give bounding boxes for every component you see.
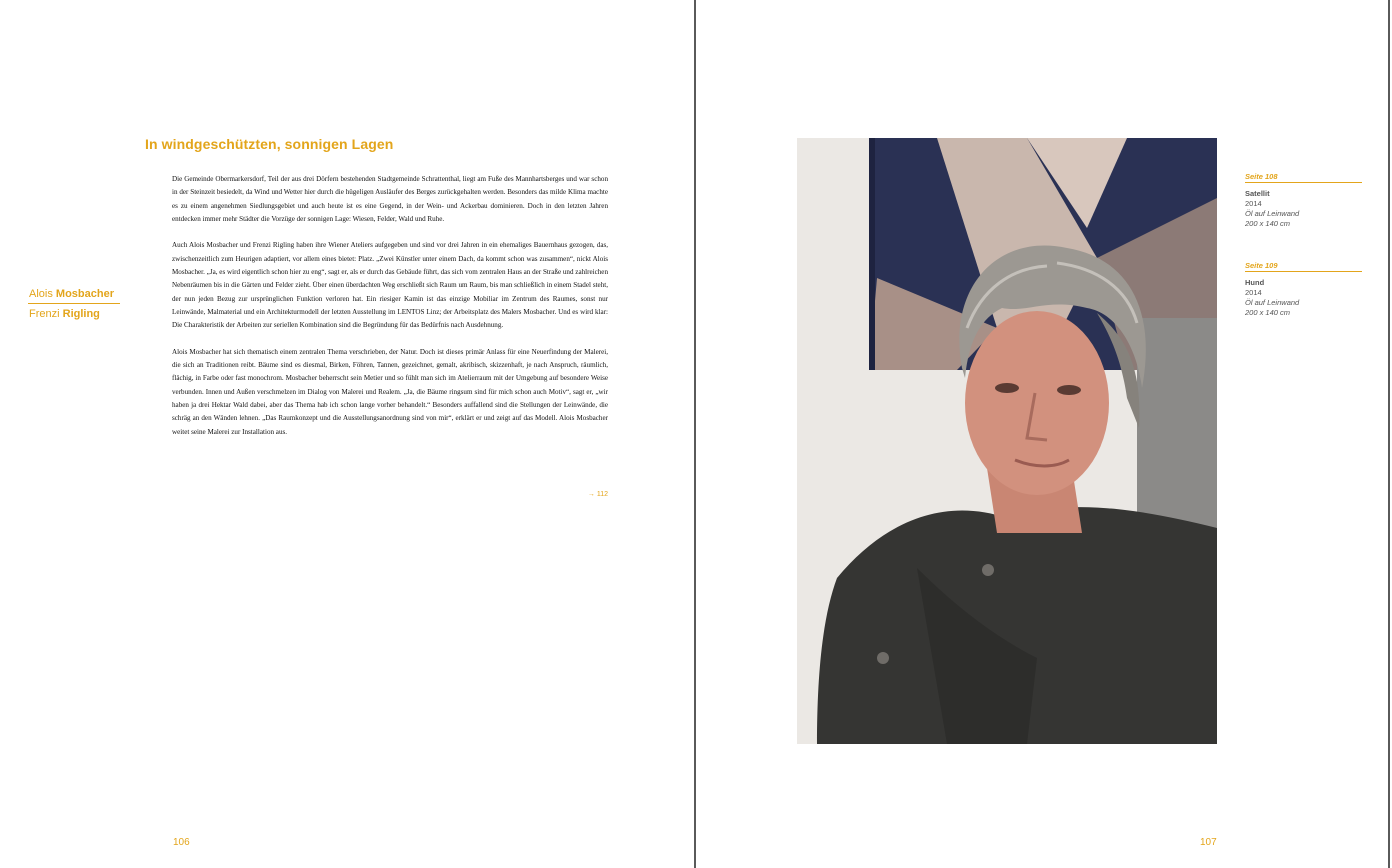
artist-name-2 <box>29 307 121 321</box>
paragraph: Die Gemeinde Obermarkersdorf, Teil der aus drei Dörfern bestehenden Stadtgemeinde Schrattenthal, liegt am Fuße des Mannhartsberges und war schon in der Steinzeit besiedelt, da Wind und Wetter hier durch die hügeligen Ausläufer des Berges zurückgehalten werden. Besonders das milde Klima machte es zu einem angenehmen Siedlungsgebiet und auch heute ist es eine Gegend, in der Wein- und Ackerbau dominieren. Doch in den letzten Jahren entdecken immer mehr Städter die Vorzüge der sonnigen Lage: Wiesen, Felder, Wald und Ruhe. <box>172 175 608 223</box>
artist-first-name: Alois <box>29 288 53 300</box>
artwork-year: 2014 <box>1245 288 1262 297</box>
caption-divider <box>1245 271 1362 272</box>
artist-last-name: Mosbacher <box>55 288 114 300</box>
page-edge <box>1388 0 1390 868</box>
artist-name-1 <box>29 287 121 301</box>
page-reference-link[interactable]: → 112 <box>587 491 608 498</box>
artwork-medium: Öl auf Leinwand <box>1245 298 1300 307</box>
paragraph: Auch Alois Mosbacher und Frenzi Rigling haben ihre Wiener Ateliers aufgegeben und sind vor drei Jahren in ein ehemaliges Bauernhaus gezogen, das, zwischenzeitlich zum Heurigen adaptiert, vor allem eines bietet: Platz. „Zwei Künstler unter einem Dach, da kommt schon was zusammen“, nickt Alois Mosbacher. „Ja, es wird eigentlich schon hier zu eng“, sagt er, als er durch das Gebäude führt, das sich vom zentralen Haus an der Straße und zahlreichen Nebenräumen bis in die Gärten und Felder zieht. Über einen überdachten Weg erschließt sich Raum um Raum, bis man schließlich in einem Stadel steht, der nun jeden Bezug zur ursprünglichen Funktion verloren hat. Ein riesiger Kamin ist das einzige Mobiliar im Zentrum des Raumes, sonst nur Leinwände, Malmaterial und ein Architekturmodell der letzten Ausstellung im LENTOS Linz; der Arbeitsplatz des Malers Mosbacher. Und es wird klar: Die Charakteristik der Arbeiten zur seriellen Kombination sind die Begründung für das Bedürfnis nach Ausdehnung. <box>172 241 608 330</box>
article-body <box>172 173 608 452</box>
artwork-medium: Öl auf Leinwand <box>1245 209 1300 218</box>
caption-page-ref: Seite 109 <box>1245 261 1278 270</box>
artwork-year: 2014 <box>1245 199 1262 208</box>
caption-page-109 <box>1245 261 1362 318</box>
artwork-size: 200 x 140 cm <box>1245 308 1291 317</box>
artwork-title: Hund <box>1245 278 1265 287</box>
caption-page-ref: Seite 108 <box>1245 172 1278 181</box>
artist-portrait-photo <box>797 138 1217 744</box>
page-number: 106 <box>173 837 190 848</box>
page-number: 107 <box>1200 837 1217 848</box>
caption-page-108 <box>1245 172 1362 229</box>
artwork-title: Satellit <box>1245 189 1270 198</box>
caption-divider <box>1245 182 1362 183</box>
page-heading: In windgeschützten, sonnigen Lagen <box>145 136 394 152</box>
paragraph: Alois Mosbacher hat sich thematisch einem zentralen Thema verschrieben, der Natur. Doch ist dieses primär Anlass für eine Neuerfindung der Malerei, die sich an Traditionen reibt. Bäume sind es diesmal, Birken, Föhren, Tannen, gezeichnet, gemalt, akribisch, skizzenhaft, je nach Anspruch, räumlich, flächig, in Farbe oder fast monochrom. Mosbacher beherrscht sein Metier und so fühlt man sich im Atelierraum mit der Umgebung auf besondere Weise verbunden. Innen und Außen verschmelzen im Dialog von Malerei und Realem. „Ja, die Bäume ringsum sind für mich schon auch Motiv“, sagt er, „wir haben ja drei Hektar Wald dabei, aber das Thema hab ich schon lange vorher behandelt.“ Besonders auffallend sind die Stellungen der Leinwände, die schräg an den Wänden lehnen. „Das Raumkonzept und die Ausstellungsanordnung sind von mir“, erklärt er und zeigt auf das Modell. Alois Mosbacher weitet seine Malerei zur Installation aus. <box>172 347 608 436</box>
artist-last-name: Rigling <box>62 308 100 320</box>
artist-first-name: Frenzi <box>29 308 60 320</box>
left-page <box>0 0 694 868</box>
artist-names <box>29 287 121 321</box>
artist-divider <box>28 303 120 304</box>
artwork-size: 200 x 140 cm <box>1245 219 1291 228</box>
